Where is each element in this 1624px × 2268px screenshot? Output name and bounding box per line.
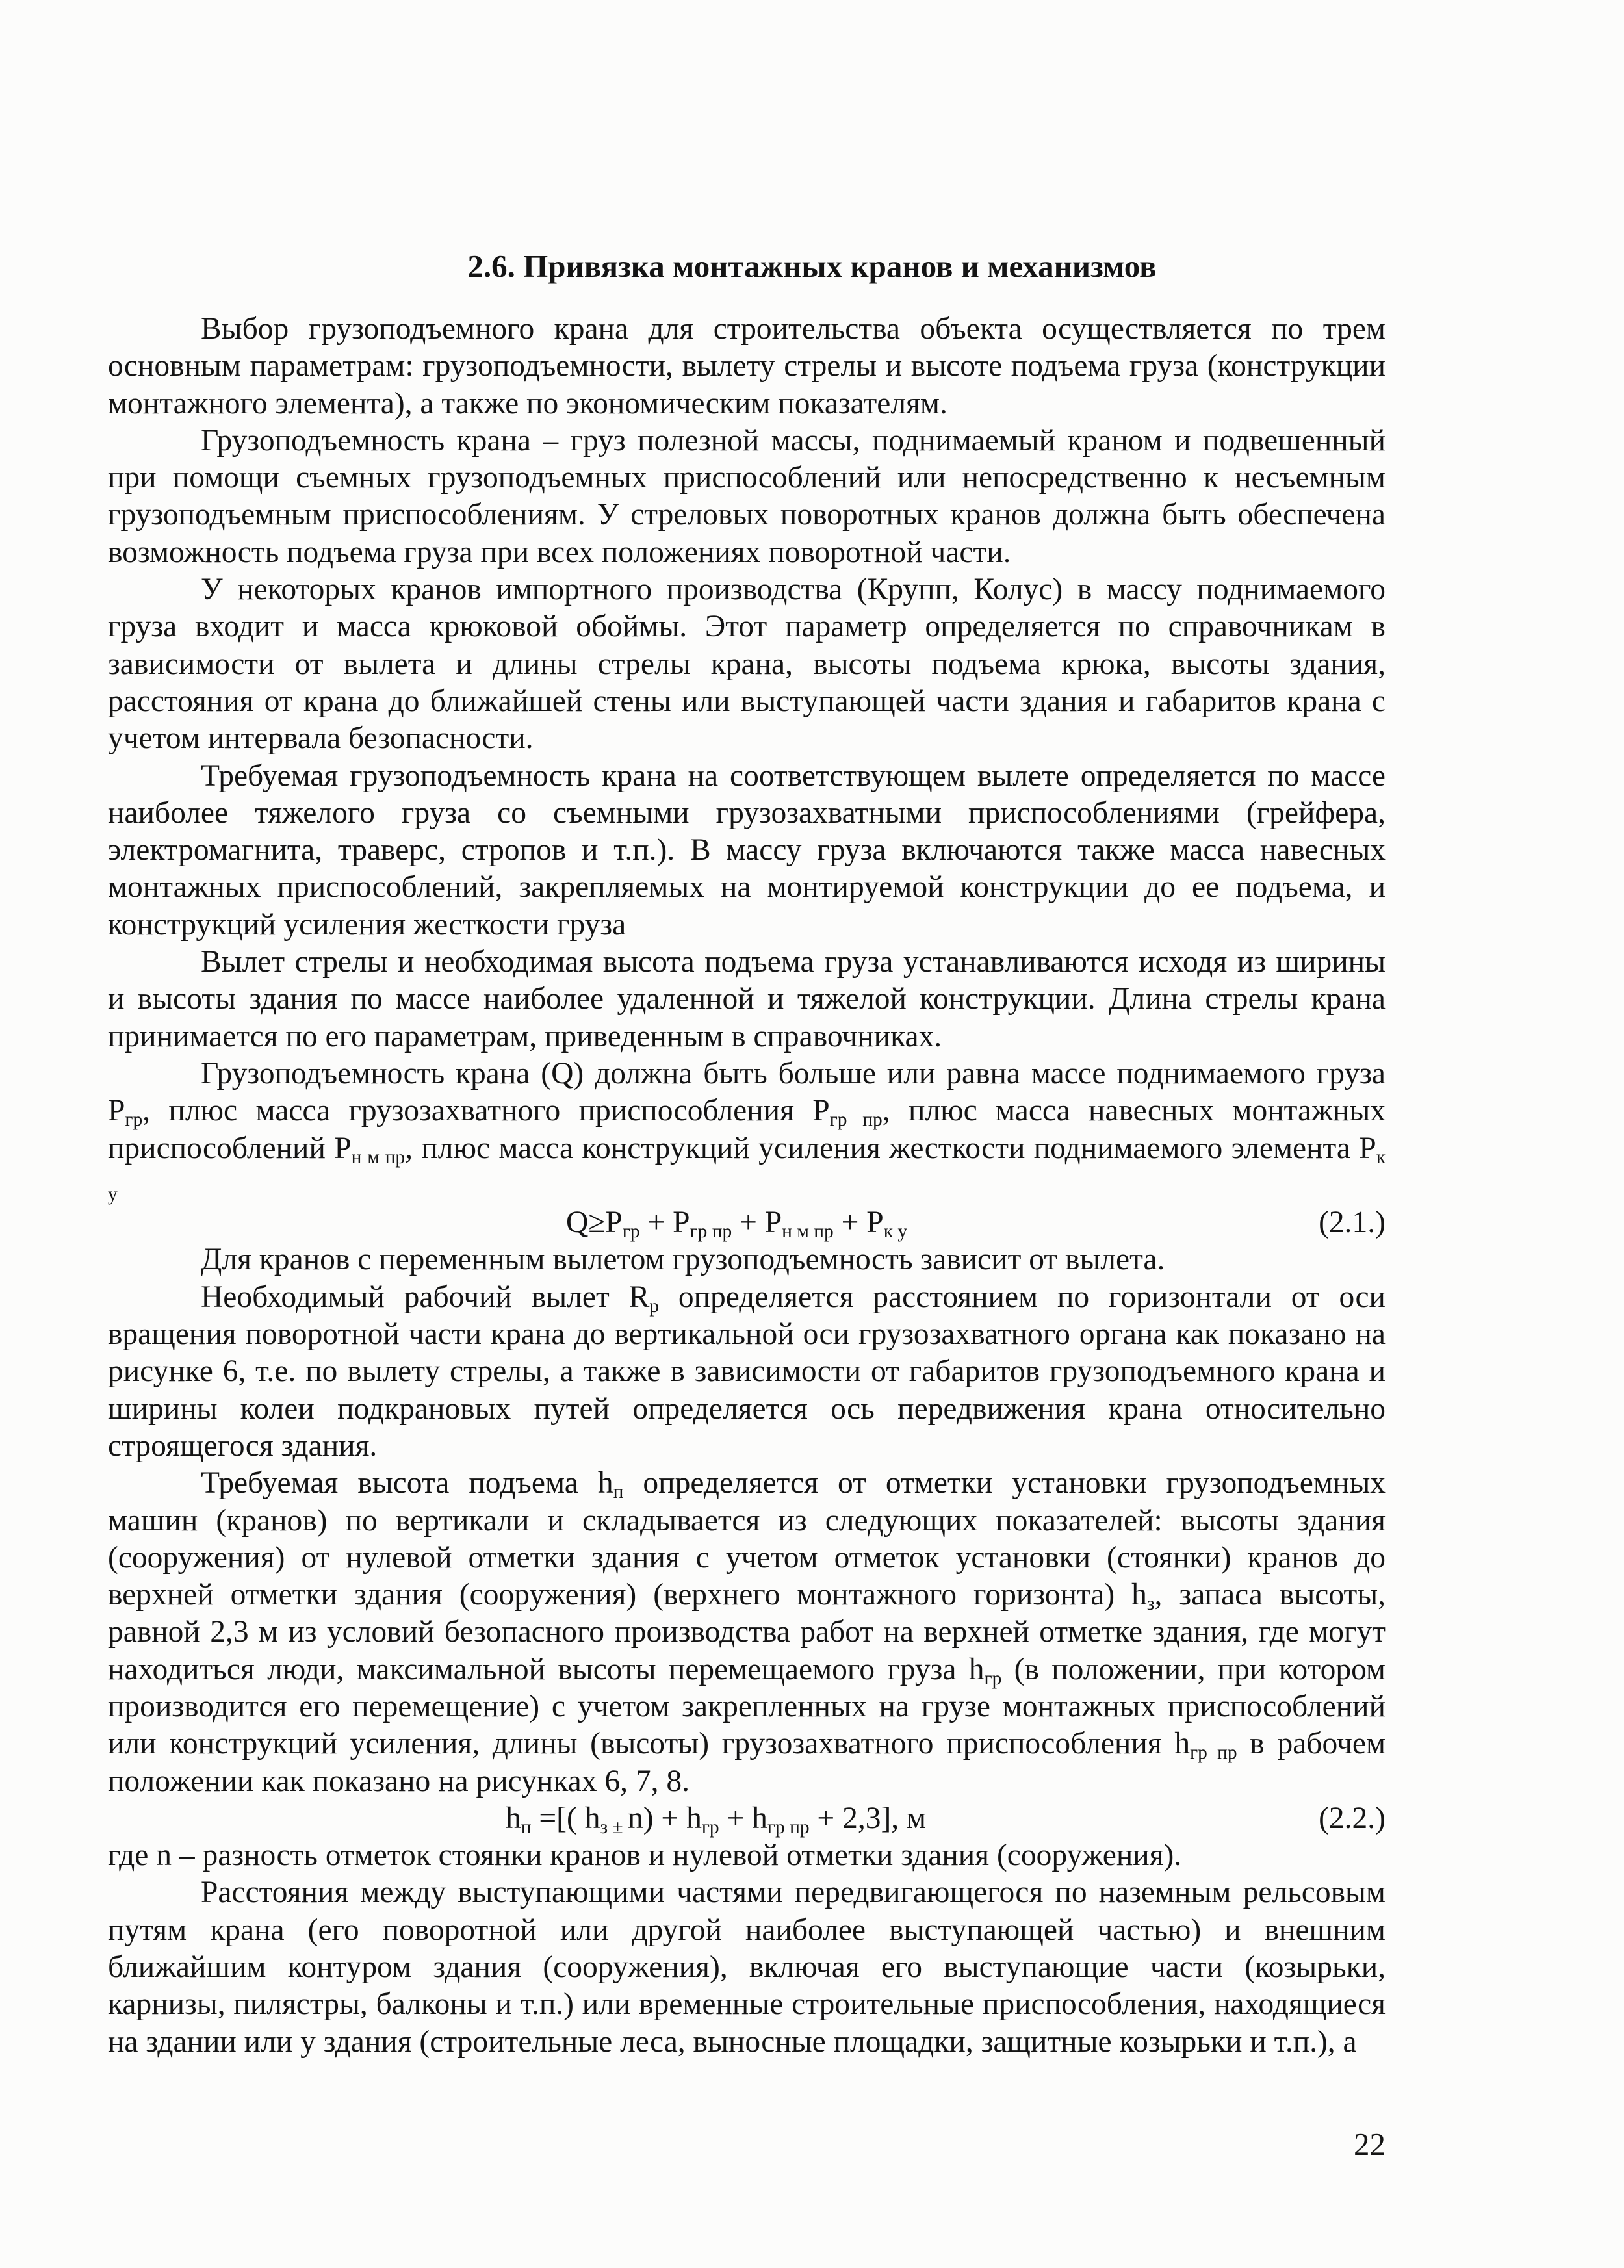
formula-2-2 (108, 1800, 1386, 1837)
page-number: 22 (1354, 2126, 1386, 2162)
body-text (108, 311, 1386, 2061)
paragraph-n-definition: где n – разность отметок стоянки кранов и нулевой отметки здания (сооружения). (108, 1838, 1182, 1873)
paragraph-required-capacity: Требуемая грузоподъемность крана на соответствующем вылете определяется по массе наиболее тяжелого груза со съемными грузозахватными приспособлениями (грейфера, электромагнита, траверс, стропов и т.п.). В массу груза включаются также масса навесных монтажных приспособлений, закрепляемых на монтируемой конструкции до ее подъема, и конструкций усиления жесткости груза (108, 758, 1386, 942)
paragraph-lift-height: Требуемая высота подъема $h_п$ определяется от отметки установки грузоподъемных машин (кранов) по вертикали и складывается из следующих показателей: высоты здания (сооружения) от нулевой отметки здания с учетом отметок установки (стоянки) кранов до верхней отметки здания (сооружения) (верхнего монтажного горизонта) $h_з$, запаса высоты, равной 2,3 м из условий безопасного производства работ на верхней отметке здания, где могут находиться люди, максимальной высоты перемещаемого груза $h_{гр}$ (в положении, при котором производится его перемещение) с учетом закрепленных на грузе монтажных приспособлений или конструкций усиления, длины (высоты) грузозахватного приспособления $h_{гр пр}$ в рабочем положении как показано на рисунках 6, 7, 8. (108, 1466, 1386, 1798)
formula-number: (2.1.) (1319, 1205, 1386, 1240)
paragraph-capacity-condition: Грузоподъемность крана (Q) должна быть больше или равна массе поднимаемого груза $Р_{гр}$, плюс масса грузозахватного приспособления $Р_{гр пр}$, плюс масса навесных монтажных приспособлений $Р_{н м пр}$, плюс масса конструкций усиления жесткости поднимаемого элемента $Р_{к у}$ (108, 1056, 1386, 1205)
paragraph-boom-reach: Вылет стрелы и необходимая высота подъема груза устанавливаются исходя из ширины и высоты здания по массе наиболее удаленной и тяжелой конструкции. Длина стрелы крана принимается по его параметрам, приведенным в справочниках. (108, 945, 1386, 1053)
paragraph-imported-cranes: У некоторых кранов импортного производства (Крупп, Колус) в массу поднимаемого груза входит и масса крюковой обоймы. Этот параметр определяется по справочникам в зависимости от вылета и длины стрелы крана, высоты подъема крюка, высоты здания, расстояния от крана до ближайшей стены или выступающей части здания и габаритов крана с учетом интервала безопасности. (108, 573, 1386, 756)
paragraph-clearance-distances: Расстояния между выступающими частями передвигающегося по наземным рельсовым путям крана (его поворотной или другой наиболее выступающей частью) и внешним ближайшим контуром здания (сооружения), включая его выступающие части (козырьки, карнизы, пилястры, балконы и т.п.) или временные строительные приспособления, находящиеся на здании или у здания (строительные леса, выносные площадки, защитные козырьки и т.п.), а (108, 1875, 1386, 2059)
paragraph-crane-selection: Выбор грузоподъемного крана для строительства объекта осуществляется по трем основным параметрам: грузоподъемности, вылету стрелы и высоте подъема груза (конструкции монтажного элемента), а также по экономическим показателям. (108, 312, 1386, 420)
paragraph-variable-reach: Для кранов с переменным вылетом грузоподъемность зависит от вылета. (201, 1243, 1165, 1277)
formula-expression: $Q\ge Р_{гр} + Р_{гр пр} + Р_{н м пр} + Р_{к у}$ (566, 1205, 908, 1243)
paragraph-lifting-capacity-definition: Грузоподъемность крана – груз полезной массы, поднимаемый краном и подвешенный при помощи съемных грузоподъемных приспособлений или непосредственно к несъемным грузоподъемным приспособлениям. У стреловых поворотных кранов должна быть обеспечена возможность подъема груза при всех положениях поворотной части. (108, 423, 1386, 569)
section-heading: 2.6. Привязка монтажных кранов и механизмов (467, 248, 1157, 284)
formula-expression: $h_п$ =[( $h_{з \pm}$ $n) + h_{гр} + h_{гр пр} + 2,3$], м (506, 1801, 927, 1838)
formula-2-1 (108, 1204, 1386, 1241)
formula-number: (2.2.) (1319, 1801, 1386, 1835)
paragraph-working-reach: Необходимый рабочий вылет $R_р$ определяется расстоянием по горизонтали от оси вращения поворотной части крана до вертикальной оси грузозахватного органа как показано на рисунке 6, т.е. по вылету стрелы, а также в зависимости от габаритов грузоподъемного крана и ширины колеи подкрановых путей определяется ось передвижения крана относительно строящегося здания. (108, 1280, 1386, 1463)
